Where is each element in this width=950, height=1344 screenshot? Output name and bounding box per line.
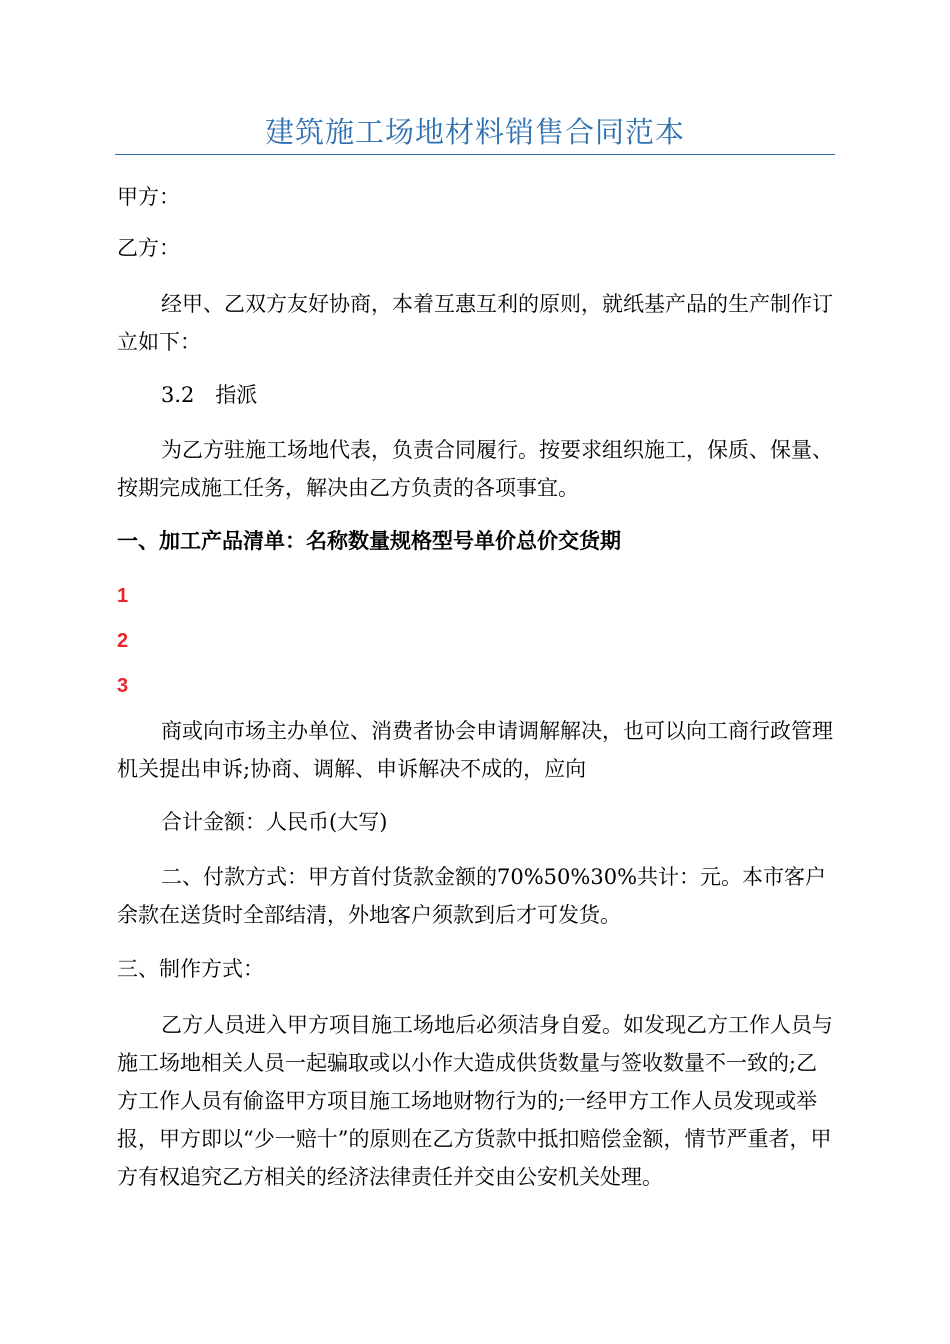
- item-number-3: 3: [117, 675, 129, 697]
- intro-paragraph: 经甲、乙双方友好协商，本着互惠互利的原则，就纸基产品的生产制作订立如下：: [117, 292, 833, 354]
- party-a-label: 甲方：: [117, 185, 180, 209]
- dispute-paragraph: 商或向市场主办单位、消费者协会申请调解解决，也可以向工商行政管理机关提出申诉;协商、调解、申诉解决不成的，应向: [117, 719, 833, 781]
- total-amount-line: 合计金额：人民币(大写): [161, 810, 388, 834]
- section-3-2-heading: 3.2 指派: [161, 383, 258, 407]
- document-title: 建筑施工场地材料销售合同范本: [264, 115, 685, 149]
- assignment-paragraph: 为乙方驻施工场地代表，负责合同履行。按要求组织施工，保质、保量、按期完成施工任务，解决由乙方负责的各项事宜。: [117, 438, 833, 500]
- party-b-label: 乙方：: [117, 236, 180, 260]
- item-number-2: 2: [117, 630, 129, 652]
- title-underline: [115, 154, 835, 155]
- payment-paragraph: 二、付款方式：甲方首付货款金额的70%50%30%共计：元。本市客户余款在送货时全部结清，外地客户须款到后才可发货。: [117, 865, 827, 927]
- item-number-1: 1: [117, 585, 129, 607]
- conduct-paragraph: 乙方人员进入甲方项目施工场地后必须洁身自爱。如发现乙方工作人员与施工场地相关人员一起骗取或以小作大造成供货数量与签收数量不一致的;乙方工作人员有偷盗甲方项目施工场地财物行为的;一经甲方工作人员发现或举报，甲方即以“少一赔十”的原则在乙方货款中抵扣赔偿金额，情节严重者，甲方有权追究乙方相关的经济法律责任并交由公安机关处理。: [117, 1013, 833, 1189]
- production-method-heading: 三、制作方式：: [117, 957, 264, 981]
- product-list-heading: 一、加工产品清单：名称数量规格型号单价总价交货期: [117, 529, 621, 553]
